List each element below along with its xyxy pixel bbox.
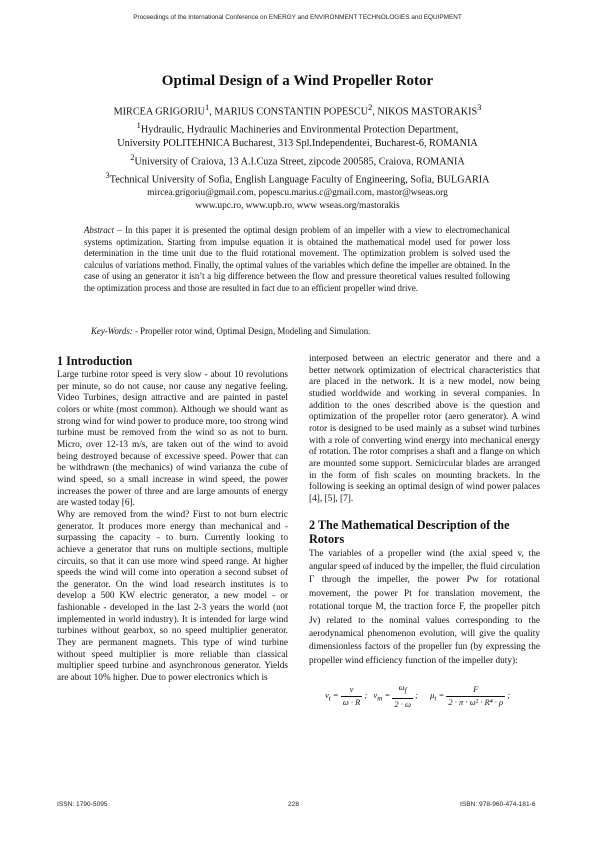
eq3-fraction [446,684,505,708]
abstract-label: Abstract [84,225,115,235]
affiliation-2 [20,151,575,169]
abstract [84,225,510,295]
eq2-num-sub: f [404,686,407,695]
contact-block [20,187,575,213]
footer-page-number: 228 [288,801,300,808]
section-2-paragraph-1: The variables of a propeller wind (the axial speed v, the angular speed ωf induced by the impeller, the fluid circulation Γ through the impeller, the power Pw for rotational movement, the power Pt for translation movement, the rotational torque M, the traction force F, the propeller pitch Jv) related to the nominal values corresponding to the aerodynamical phenomenon evolution, will give the quality dimensionless factors of the propeller fun (by expressing the propeller wind efficiency function of the impeller duty): [309,548,540,666]
eq1-fraction [341,684,363,708]
abstract-text: – In this paper it is presented the optimal design problem of an impeller with a view to electromechanical systems optimization. Starting from impulse equation it is obtained the mathematical model used for power loss determination in the time unit due to the fluid rotational movement. The optimization problem is solved used the calculus of variations method. Finally, the optimal values of the variables which define the impeller are obtained. In the case of using an generator it isn’t a big difference between the flow and pressure theoretical values resulted following the optimization process and those are resulted in fact due to an efficient propeller wind drive. [84,225,510,293]
eq1-numerator: v [341,684,363,697]
section-2-heading: 2 The Mathematical Description of the Rotors [309,517,510,546]
author-3-sup: 3 [477,102,482,112]
eq2-lhs: ν [373,690,378,701]
affiliation-1-line2: University POLITEHNICA Bucharest, 313 Spl.Independentei, Bucharest-6, ROMANIA [117,138,478,150]
email-list: mircea.grigoriu@gmail.com, popescu.marius.c@gmail.com, mastor@wseas.org [147,188,448,198]
affiliation-2-line1: University of Craiova, 13 A.I.Cuza Street, zipcode 200585, Craiova, ROMANIA [134,156,465,168]
eq-term-1: $\nu_t$ = $\frac{v}{\omega \cdot R}$ ; [325,684,370,707]
eq1-lhs-sub: t [328,694,331,703]
author-line: MIRCEA GRIGORIU$^1$, MARIUS CONSTANTIN POPESCU$^2$, NIKOS MASTORAKIS$^3$ [113,102,482,118]
section-1-heading: 1 Introduction [57,354,133,368]
eq1-lhs: ν [325,690,329,701]
equation-dimensionless-factors [309,682,540,712]
eq1-denominator: ω · R [342,696,361,707]
affiliation-1-line1: Hydraulic, Hydraulic Machineries and Environmental Protection Department, [140,124,459,136]
affiliation-3-line1: Technical University of Sofia, English Language Faculty of Engineering, Sofia, BULGARIA [109,174,490,186]
eq-term-2: $\nu_m$ = $\frac{\omega_f}{2 \cdot \omega}$ ; [373,682,421,709]
eq2-lhs-sub: m [377,694,383,703]
section-1-paragraph-2: Why are removed from the wind? First to not burn electric generator. It produces more energy than mechanical and - surpassing the capacity - to burn. Currently looking to achieve a generator that runs on multiple sections, multiple circuits, so that it can use more wind speed range. At higher speeds the wind will come into operation a second subset of the generator. On the wind load research institutes is to develop a 500 KW electric generator, a new model - or fashionable - developed in the last 2-3 years the world (not implemented in world industry). It is intended for large wind turbines without gearbox, so no speed multiplier generator. They are permanent magnets. This type of wind turbine without speed multiplier is more reliable than classical multiplier speed turbine and asynchronous generator. Yields are about 10% higher. Due to power electronics which is [57,509,288,684]
affiliation-1 [20,119,575,151]
paper-title: Optimal Design of a Wind Propeller Rotor [161,73,434,89]
keywords-label: Key-Words: [91,326,133,336]
author-3: NIKOS MASTORAKIS [377,106,478,118]
eq3-lhs: μ [430,690,435,701]
eq2-num-symbol: ω [398,682,405,693]
author-1-sup: 1 [205,102,210,112]
website-list: www.upc.ro, www.upb.ro, www wseas.org/mastorakis [195,201,400,211]
left-column [57,352,288,685]
eq2-fraction [392,682,413,710]
author-2-sup: 2 [368,102,373,112]
eq3-denominator: 2 · π · ω² · R⁴ · ρ [448,696,504,707]
running-head: Proceedings of the International Conference on ENERGY and ENVIRONMENT TECHNOLOGIES and EQUIPMENT [133,14,462,21]
right-column [309,354,540,712]
eq3-lhs-sub: t [434,694,437,703]
keywords-text: - Propeller rotor wind, Optimal Design, Modeling and Simulation. [132,326,371,336]
keywords [84,326,510,338]
affiliation-2-sup: 2 [130,152,135,163]
eq-term-3: $\mu_t$ = $\frac{F}{\text{2 · π · ω² · R⁴ · ρ}}$ ; [430,684,511,707]
author-2: MARIUS CONSTANTIN POPESCU [214,106,369,118]
affiliation-3-sup: 3 [105,170,110,181]
author-1: MIRCEA GRIGORIU [113,106,206,118]
affiliation-1-sup: 1 [136,120,141,131]
author-block [20,100,575,187]
section-1-paragraph-1: Large turbine rotor speed is very slow - about 10 revolutions per minute, so do not cause, nor cause any negative feeling. Video Turbines, design attractive and are painted in pastel colors or white (most common). Although we should want as strong wind for wind power to produce more, too strong wind turbine must be removed from the wind so as not to burn. Micro, over 12-13 m/s, are taken out of the wind to avoid being destroyed because of excessive speed. Power that can be withdrawn (the mechanics) of wind varianza the cube of wind speed, so a small increase in wind speed, the power increases the power of three and are large amounts of energy are wasted today [6]. [57,370,288,509]
affiliation-3 [20,169,575,187]
section-1-paragraph-3: interposed between an electric generator and there and a better network optimization of electrical characteristics that are placed in the network. It is a new model, now being studied worldwide and working in several companies. In addition to the ones described above is the question and optimization of the propeller rotor (aero generator). A wind rotor is designed to be used mainly as a subset wind turbines with a role of converting wind energy into mechanical energy of rotation. The rotor comprises a shaft and a flange on which are mounted some support. Semicircular blades are arranged in the form of fish scales on mounting brackets. In the following is seeking an optimal design of wind power palaces [4], [5], [7]. [309,354,540,504]
footer-isbn: ISBN: 978-960-474-181-6 [460,801,536,808]
footer-issn: ISSN: 1790-5095 [57,801,108,808]
eq2-numerator [392,682,413,698]
eq2-denominator: 2 · ω [394,698,411,709]
eq3-numerator: F [446,684,505,697]
